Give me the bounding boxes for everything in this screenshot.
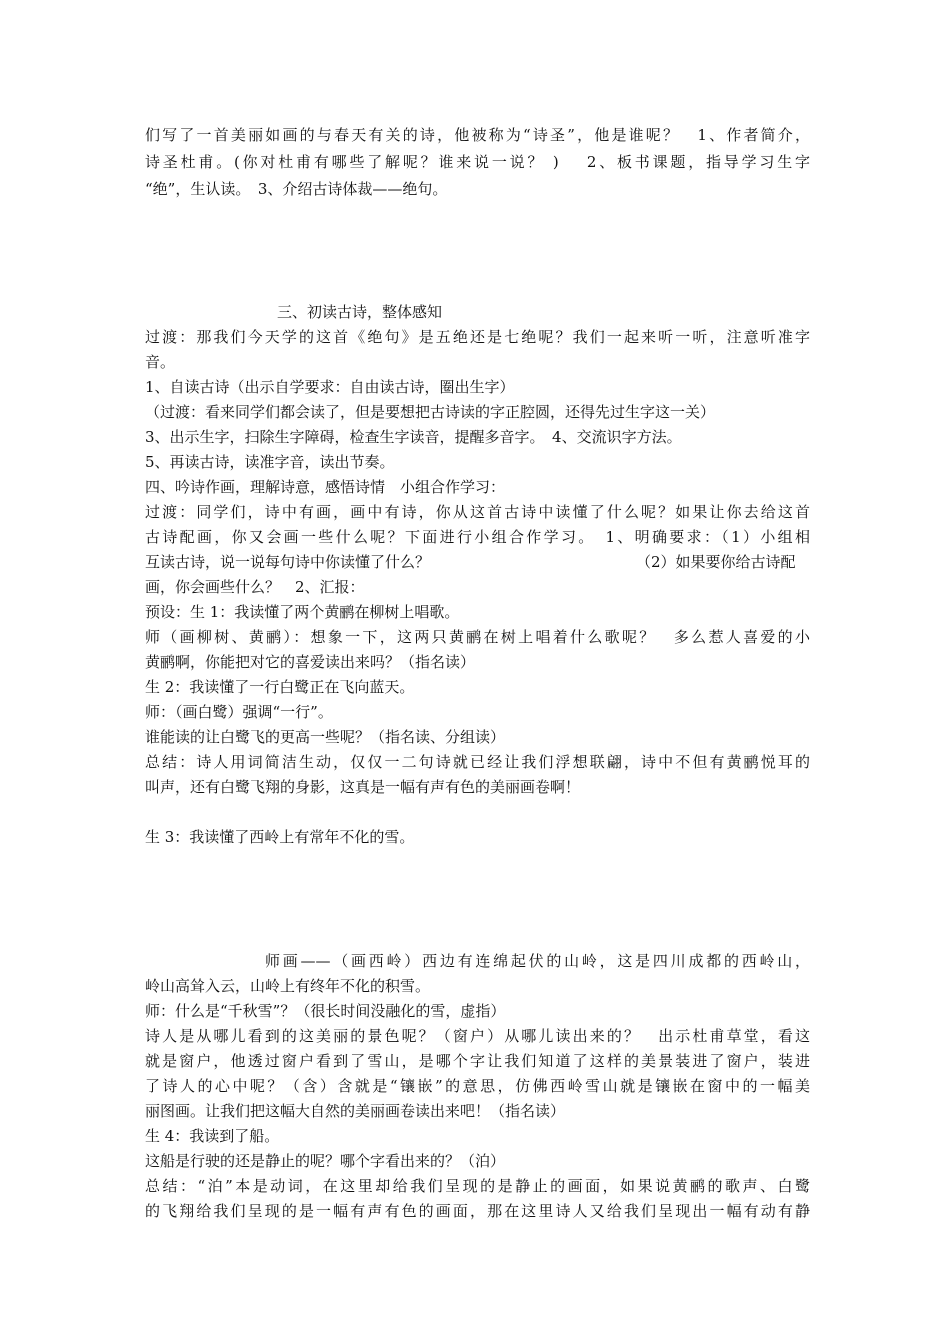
paragraph-line: 诗圣杜甫。(你对杜甫有哪些了解呢？谁来说一说？ ) 2、板书课题，指导学习生字 — [145, 153, 810, 171]
paragraph-line: 这船是行驶的还是静止的呢？哪个字看出来的？（泊） — [145, 1152, 506, 1170]
paragraph-line: 过渡：那我们今天学的这首《绝句》是五绝还是七绝呢？我们一起来听一听，注意听准字 — [145, 328, 810, 346]
paragraph-line: 师：（画白鹭）强调“一行”。 — [145, 703, 333, 721]
paragraph-line: 的飞翔给我们呈现的是一幅有声有色的画面，那在这里诗人又给我们呈现出一幅有动有静 — [145, 1202, 810, 1220]
paragraph-line: 谁能读的让白鹭飞的更高一些呢？（指名读、分组读） — [145, 728, 506, 746]
paragraph-line: 总结：诗人用词简洁生动，仅仅一二句诗就已经让我们浮想联翩，诗中不但有黄鹂悦耳的 — [145, 753, 810, 771]
paragraph-line: 师：什么是“千秋雪”？（很长时间没融化的雪，虚指） — [145, 1002, 506, 1020]
paragraph-line: 丽图画。让我们把这幅大自然的美丽画卷读出来吧！（指名读） — [145, 1102, 566, 1120]
paragraph-line: 3、出示生字，扫除生字障碍，检查生字读音，提醒多音字。 4、交流识字方法。 — [145, 428, 682, 446]
paragraph-line: 黄鹂啊，你能把对它的喜爱读出来吗？（指名读） — [145, 653, 476, 671]
paragraph-line: 生 3：我读懂了西岭上有常年不化的雪。 — [145, 828, 415, 846]
paragraph-line: 就是窗户，他透过窗户看到了雪山，是哪个字让我们知道了这样的美景装进了窗户，装进 — [145, 1052, 810, 1070]
paragraph-line: 了诗人的心中呢？（含）含就是“镶嵌”的意思，仿佛西岭雪山就是镶嵌在窗中的一幅美 — [145, 1077, 810, 1095]
paragraph-line: 总结：“泊”本是动词，在这里却给我们呈现的是静止的画面，如果说黄鹂的歌声、白鹭 — [145, 1177, 810, 1195]
paragraph-line: 音。 — [145, 353, 176, 371]
section-heading: 三、初读古诗，整体感知 — [277, 303, 443, 321]
paragraph-line: 岭山高耸入云，山岭上有终年不化的积雪。 — [145, 977, 431, 995]
paragraph-line: “绝”，生认读。 3、介绍古诗体裁——绝句。 — [145, 180, 448, 198]
paragraph-line: 生 2：我读懂了一行白鹭正在飞向蓝天。 — [145, 678, 415, 696]
paragraph-line: 诗人是从哪儿看到的这美丽的景色呢？（窗户）从哪儿读出来的？ 出示杜甫草堂，看这 — [145, 1027, 810, 1045]
paragraph-line: 预设：生 1：我读懂了两个黄鹂在柳树上唱歌。 — [145, 603, 460, 621]
paragraph-line: 叫声，还有白鹭飞翔的身影，这真是一幅有声有色的美丽画卷啊！ — [145, 778, 581, 796]
paragraph-line: 师（画柳树、黄鹂）：想象一下，这两只黄鹂在树上唱着什么歌呢？ 多么惹人喜爱的小 — [145, 628, 810, 646]
paragraph-line: 画，你会画些什么？ 2、汇报： — [145, 578, 365, 596]
paragraph-line: 古诗配画，你又会画一些什么呢？下面进行小组合作学习。 1、明确要求：（1）小组相 — [145, 528, 810, 546]
paragraph-line: 生 4：我读到了船。 — [145, 1127, 280, 1145]
section-heading: 四、吟诗作画，理解诗意，感悟诗情 小组合作学习： — [145, 478, 506, 496]
paragraph-line: 过渡：同学们，诗中有画，画中有诗，你从这首古诗中读懂了什么呢？如果让你去给这首 — [145, 503, 810, 521]
paragraph-line: 5、再读古诗，读准字音，读出节奏。 — [145, 453, 395, 471]
paragraph-line: 互读古诗，说一说每句诗中你读懂了什么？ — [145, 553, 431, 571]
paragraph-line: （过渡：看来同学们都会读了，但是要想把古诗读的字正腔圆，还得先过生字这一关） — [145, 403, 716, 421]
paragraph-line: 们写了一首美丽如画的与春天有关的诗，他被称为“诗圣”，他是谁呢？ 1、作者简介， — [145, 126, 810, 144]
paragraph-line: 1、自读古诗（出示自学要求：自由读古诗，圈出生字） — [145, 378, 515, 396]
paragraph-line: （2）如果要你给古诗配 — [636, 553, 796, 571]
paragraph-line: 师画——（画西岭）西边有连绵起伏的山岭，这是四川成都的西岭山， — [265, 952, 810, 970]
